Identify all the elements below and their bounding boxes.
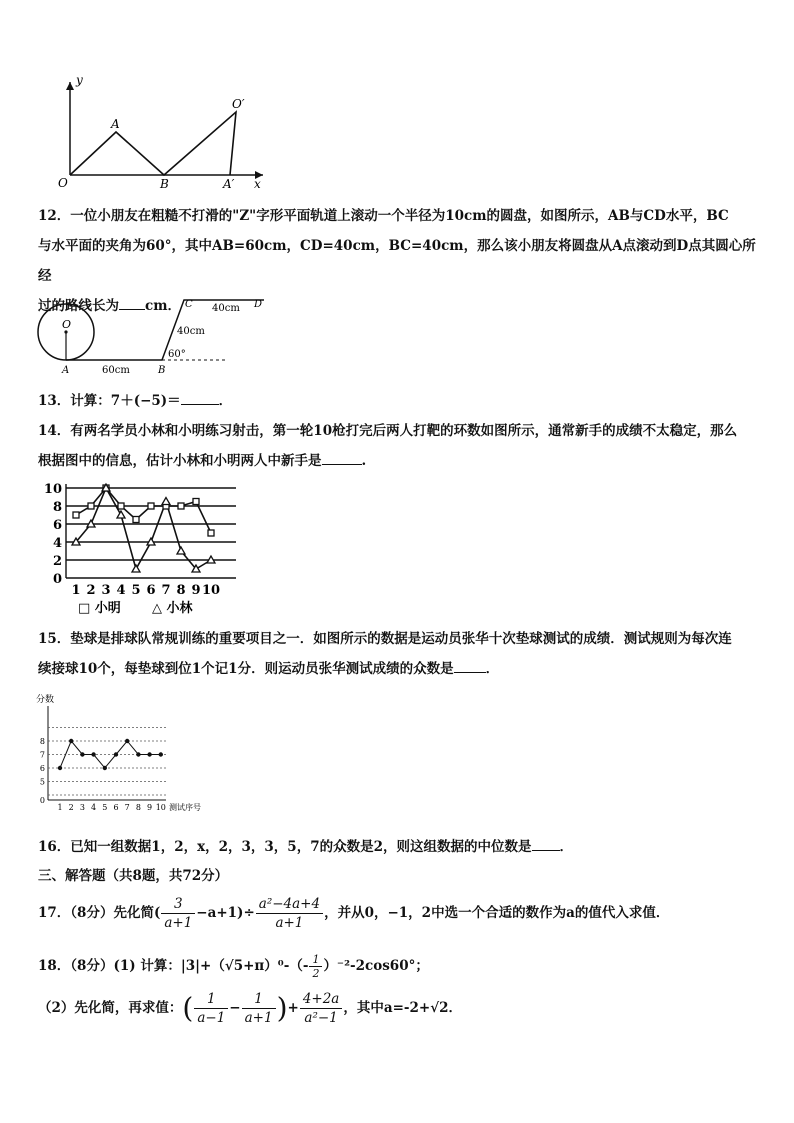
point-ming bbox=[193, 499, 199, 505]
q15-answer-blank[interactable] bbox=[454, 658, 486, 673]
q15-line1: 垫球是排球队常规训练的重要项目之一．如图所示的数据是运动员张华十次垫球测试的成绩．测试规则为每次连 bbox=[70, 631, 732, 647]
y-tick-label: 7 bbox=[39, 750, 45, 760]
data-point bbox=[114, 752, 118, 756]
q12-line3-post: cm． bbox=[145, 298, 182, 314]
q18-close-paren: ) bbox=[276, 991, 288, 1025]
q12-line2: 与水平面的夹角为60°，其中AB=60cm，CD=40cm，BC=40cm，那么该小朋友将圆盘从A点滚动到D点其圆心所经 bbox=[38, 238, 756, 284]
q15-number: 15． bbox=[38, 631, 71, 647]
y-tick-label: 8 bbox=[39, 737, 45, 746]
section-3-title: 三、解答题（共8题，共72分） bbox=[38, 868, 229, 884]
legend-ming: □ 小明 bbox=[78, 601, 121, 616]
label-o: O bbox=[62, 318, 72, 331]
q17-frac2-denominator: a+1 bbox=[275, 915, 304, 931]
question-18-part1 bbox=[38, 951, 760, 981]
q18-part2-pre: （2）先化简，再求值： bbox=[38, 1000, 183, 1016]
data-point bbox=[58, 766, 62, 770]
x-tick-label: 5 bbox=[102, 803, 108, 812]
x-tick-label: 6 bbox=[146, 583, 156, 598]
q14-line1: 有两名学员小林和小明练习射击，第一轮10枪打完后两人打靶的环数如图所示，通常新手的成绩不太稳定，那么 bbox=[70, 423, 738, 439]
q16-number: 16． bbox=[38, 839, 71, 855]
y-tick-label: 5 bbox=[39, 777, 45, 787]
q18-f1-numerator: 1 bbox=[194, 990, 228, 1009]
q18-f1-denominator: a−1 bbox=[197, 1010, 226, 1026]
y-axis-arrow bbox=[66, 82, 74, 90]
q18-number: 18． bbox=[38, 958, 71, 974]
polyline-path bbox=[70, 112, 236, 175]
q15-line2-post: ． bbox=[485, 661, 500, 677]
q18-fraction-1 bbox=[194, 990, 228, 1027]
y-axis-label: y bbox=[76, 73, 83, 87]
label-ab-length: 60cm bbox=[102, 365, 130, 376]
y-axis-label: 分数 bbox=[36, 695, 55, 705]
x-tick-label: 7 bbox=[124, 803, 130, 812]
x-tick-label: 1 bbox=[57, 803, 63, 812]
q17-frac1-numerator: 3 bbox=[161, 895, 195, 914]
question-17 bbox=[38, 893, 760, 933]
data-point bbox=[80, 752, 84, 756]
series-line bbox=[60, 741, 161, 768]
x-tick-label: 10 bbox=[201, 583, 221, 598]
q17-score: （8分） bbox=[70, 905, 114, 921]
point-lin bbox=[177, 547, 185, 554]
label-c: C bbox=[185, 299, 193, 310]
q12-number: 12． bbox=[38, 208, 71, 224]
q14-line2-pre: 根据图中的信息，估计小林和小明两人中新手是 bbox=[38, 453, 322, 469]
q18-part1-text: (1) 计算：|3|+（√5+π）⁰-（- bbox=[113, 958, 309, 974]
x-tick-label: 2 bbox=[86, 583, 96, 598]
point-ming bbox=[73, 512, 79, 518]
data-point bbox=[69, 739, 73, 743]
y-tick-label: 10 bbox=[43, 482, 62, 497]
question-13 bbox=[38, 386, 760, 416]
q17-number: 17． bbox=[38, 905, 71, 921]
question-16 bbox=[38, 832, 760, 862]
data-point bbox=[91, 752, 95, 756]
q18-p1-numerator: 1 bbox=[309, 953, 322, 967]
q18-f3-denominator: a²−1 bbox=[304, 1010, 338, 1026]
y-tick-label: 8 bbox=[52, 500, 62, 515]
y-tick-label: 4 bbox=[52, 536, 62, 551]
x-tick-label: 7 bbox=[161, 583, 171, 598]
label-angle: 60° bbox=[168, 349, 186, 360]
label-o-prime: O′ bbox=[232, 97, 245, 111]
q18-part2-post: ，其中a=-2+√2． bbox=[343, 1000, 462, 1016]
point-lin bbox=[162, 498, 170, 505]
y-tick-label: 2 bbox=[52, 554, 62, 569]
q17-fraction-1 bbox=[161, 895, 195, 932]
q13-text: 计算：7＋(−5)＝ bbox=[70, 393, 181, 409]
q18-part1-fraction bbox=[309, 953, 322, 980]
y-tick-label: 6 bbox=[39, 764, 45, 773]
q18-p1-denominator: 2 bbox=[312, 967, 320, 980]
point-lin bbox=[117, 511, 125, 518]
q15-score-chart bbox=[34, 690, 234, 820]
q18-score: （8分） bbox=[70, 958, 114, 974]
x-tick-label: 8 bbox=[135, 803, 141, 812]
x-tick-label: 6 bbox=[113, 803, 119, 812]
x-tick-label: 4 bbox=[116, 583, 126, 598]
y-tick-label: 6 bbox=[52, 518, 62, 533]
question-15 bbox=[38, 624, 760, 684]
q17-frac2-numerator: a²−4a+4 bbox=[256, 895, 323, 914]
q17-mid: −a+1)÷ bbox=[196, 905, 255, 921]
label-a: A bbox=[111, 117, 120, 131]
point-ming bbox=[148, 503, 154, 509]
point-ming bbox=[118, 503, 124, 509]
q14-shooting-chart bbox=[36, 480, 246, 620]
q12-line3-pre: 过的路线长为 bbox=[38, 298, 119, 314]
label-a: A bbox=[62, 365, 70, 376]
point-ming bbox=[208, 530, 214, 536]
x-tick-label: 8 bbox=[176, 583, 186, 598]
x-tick-label: 4 bbox=[91, 803, 97, 812]
data-point bbox=[103, 766, 107, 770]
label-b: B bbox=[160, 177, 169, 191]
label-cd-length: 40cm bbox=[212, 303, 240, 314]
label-o: O bbox=[58, 176, 68, 190]
x-tick-label: 2 bbox=[68, 803, 74, 812]
y-tick-label: 0 bbox=[52, 572, 62, 587]
x-tick-label: 3 bbox=[79, 803, 85, 812]
q18-f3-numerator: 4+2a bbox=[300, 990, 343, 1009]
data-point bbox=[147, 752, 151, 756]
q17-frac1-denominator: a+1 bbox=[164, 915, 193, 931]
x-tick-label: 5 bbox=[131, 583, 141, 598]
legend-lin: △ 小林 bbox=[152, 601, 193, 616]
x-tick-label: 3 bbox=[101, 583, 111, 598]
q15-line2-pre: 续接球10个，每垫球到位1个记1分．则运动员张华测试成绩的众数是 bbox=[38, 661, 454, 677]
q16-answer-blank[interactable] bbox=[532, 836, 560, 851]
label-bc-length: 40cm bbox=[177, 326, 205, 337]
x-axis-label: x bbox=[254, 177, 261, 191]
x-tick-label: 9 bbox=[191, 583, 201, 598]
x-tick-label: 9 bbox=[147, 803, 153, 812]
q18-fraction-3 bbox=[300, 990, 343, 1027]
q14-answer-blank[interactable] bbox=[322, 450, 362, 465]
q12-track-figure bbox=[36, 294, 276, 376]
q14-line2-post: . bbox=[361, 453, 367, 469]
data-point bbox=[136, 752, 140, 756]
x-axis-label: 测试序号 bbox=[169, 803, 201, 812]
q18-f2-numerator: 1 bbox=[242, 990, 276, 1009]
point-ming bbox=[133, 517, 139, 523]
point-ming bbox=[88, 503, 94, 509]
label-d: D bbox=[254, 299, 263, 310]
q17-pre: 先化简( bbox=[113, 905, 161, 921]
point-lin bbox=[132, 565, 140, 572]
y-tick-label: 0 bbox=[39, 796, 45, 805]
q18-open-paren: ( bbox=[182, 991, 194, 1025]
data-point bbox=[125, 739, 129, 743]
q17-post: ，并从0，−1，2中选一个合适的数作为a的值代入求值． bbox=[324, 905, 670, 921]
data-point bbox=[159, 752, 163, 756]
label-b: B bbox=[158, 365, 166, 376]
q13-number: 13． bbox=[38, 393, 71, 409]
x-tick-label: 10 bbox=[155, 803, 166, 812]
q17-fraction-2 bbox=[256, 895, 323, 932]
q14-number: 14． bbox=[38, 423, 71, 439]
q18-fraction-2 bbox=[242, 990, 276, 1027]
q13-end: ． bbox=[218, 393, 233, 409]
q18-f2-denominator: a+1 bbox=[244, 1010, 273, 1026]
question-18-part2 bbox=[38, 988, 760, 1029]
q16-text: 已知一组数据1，2，x，2，3，3，5，7的众数是2，则这组数据的中位数是 bbox=[70, 839, 532, 855]
question-14 bbox=[38, 416, 760, 476]
q18-part1-post: ）⁻²-2cos60°； bbox=[323, 958, 429, 974]
q18-minus: − bbox=[229, 1000, 241, 1016]
q18-plus: + bbox=[287, 1000, 299, 1016]
q11-coordinate-figure bbox=[48, 70, 278, 195]
point-ming bbox=[178, 503, 184, 509]
q16-end: ． bbox=[559, 839, 573, 855]
label-a-prime: A′ bbox=[223, 177, 235, 191]
q12-line1: 一位小朋友在粗糙不打滑的"Z"字形平面轨道上滚动一个半径为10cm的圆盘，如图所示，AB与CD水平，BC bbox=[70, 208, 729, 224]
x-tick-label: 1 bbox=[71, 583, 81, 598]
q13-answer-blank[interactable] bbox=[181, 390, 219, 405]
